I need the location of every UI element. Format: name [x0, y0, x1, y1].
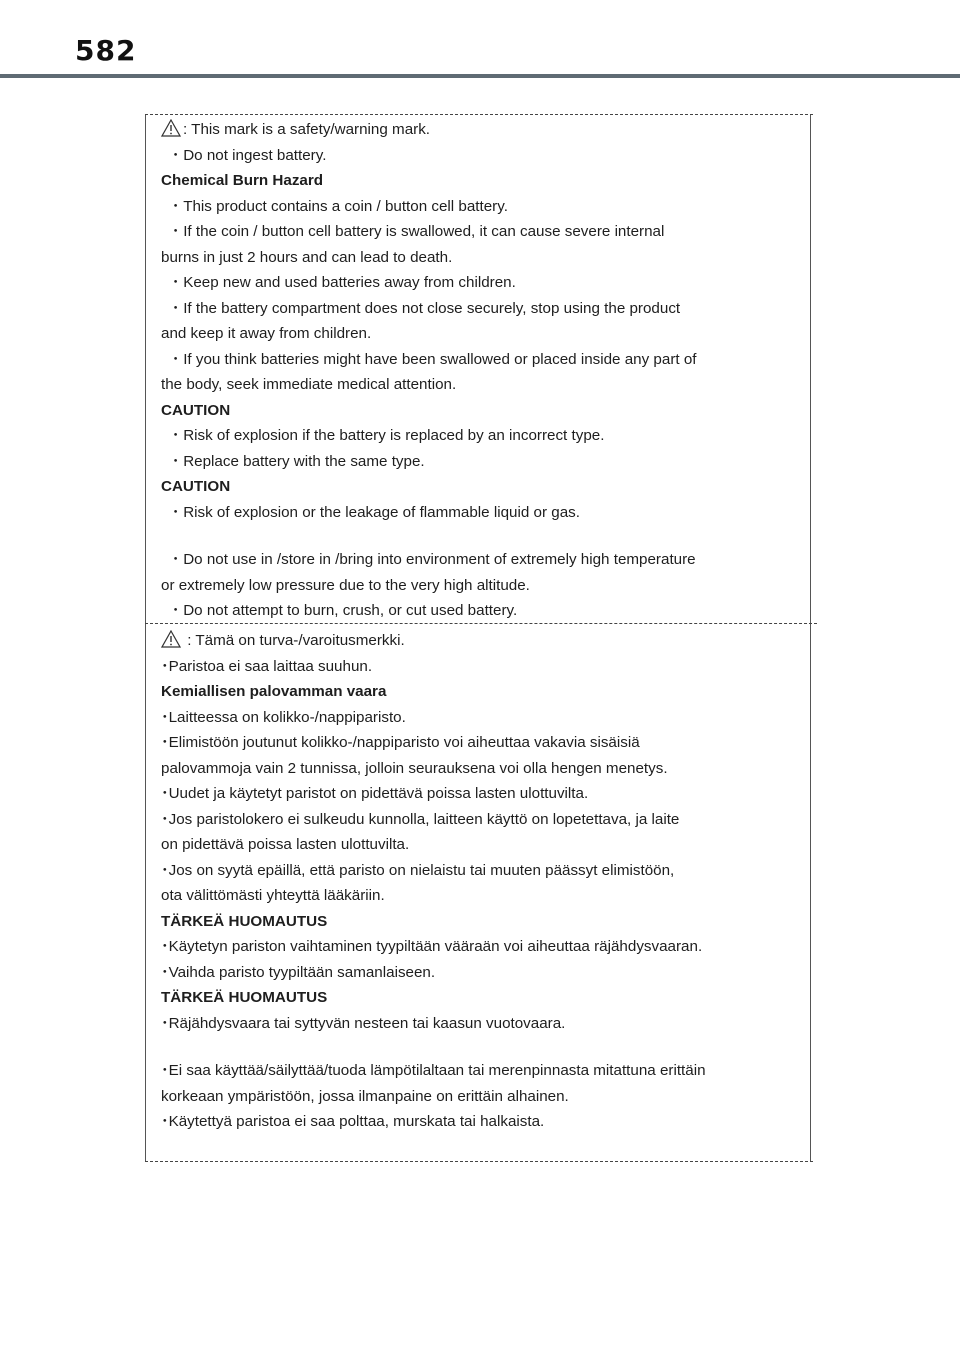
bullet-continuation: on pidettävä poissa lasten ulottuvilta. — [161, 836, 410, 853]
warning-triangle-icon — [161, 630, 183, 648]
bullet-item: ・If the battery compartment does not close securely, stop using the product — [168, 299, 681, 317]
bullet-item: ･Uudet ja käytetyt paristot on pidettävä poissa lasten ulottuvilta. — [161, 785, 589, 802]
bullet-item: ・If the coin / button cell battery is swallowed, it can cause severe internal — [168, 223, 665, 240]
english-warning-section — [161, 117, 811, 624]
spacer — [161, 1036, 811, 1058]
warning-triangle-icon — [161, 119, 183, 137]
bullet-item: ･Käytetyn pariston vaihtaminen tyypiltään vääraän voi aiheuttaa räjähdysvaaran. — [161, 938, 703, 955]
section-heading: TÄRKEÄ HUOMAUTUS — [161, 912, 328, 930]
warning-mark-text: : Tämä on turva-/varoitusmerkki. — [183, 632, 405, 649]
bullet-continuation: or extremely low pressure due to the very high altitude. — [161, 576, 530, 594]
bullet-continuation: korkeaan ympäristöön, jossa ilmanpaine on erittäin alhainen. — [161, 1087, 569, 1105]
bullet-item: ･Jos on syytä epäillä, että paristo on nielaistu tai muuten päässyt elimistöön, — [161, 861, 675, 879]
section-heading: Kemiallisen palovamman vaara — [161, 683, 387, 700]
bullet-item: ・Do not ingest battery. — [168, 146, 327, 164]
bullet-item: ・Do not use in /store in /bring into environment of extremely high temperature — [168, 551, 696, 568]
bullet-item: ・If you think batteries might have been swallowed or placed inside any part of — [168, 350, 697, 368]
box-top-border — [145, 114, 813, 115]
bullet-item: ・Do not attempt to burn, crush, or cut used battery. — [168, 602, 518, 619]
bullet-item: ･Elimistöön joutunut kolikko-/nappiparisto voi aiheuttaa vakavia sisäisiä — [161, 734, 640, 751]
bullet-item: ･Jos paristolokero ei sulkeudu kunnolla, laitteen käyttö on lopetettava, ja laite — [161, 810, 680, 828]
bullet-continuation: ota välittömästi yhteyttä lääkäriin. — [161, 887, 385, 904]
header-rule — [0, 74, 960, 78]
bullet-continuation: palovammoja vain 2 tunnissa, jolloin seurauksena voi olla hengen menetys. — [161, 759, 668, 777]
bullet-item: ・Replace battery with the same type. — [168, 452, 425, 470]
bullet-item: ・Risk of explosion or the leakage of flammable liquid or gas. — [168, 503, 580, 521]
warning-mark-text: : This mark is a safety/warning mark. — [183, 121, 431, 138]
bullet-item: ・Risk of explosion if the battery is replaced by an incorrect type. — [168, 427, 605, 444]
warning-mark-line — [161, 117, 811, 143]
bullet-item: ・This product contains a coin / button cell battery. — [168, 197, 508, 215]
section-heading: TÄRKEÄ HUOMAUTUS — [161, 989, 328, 1006]
bullet-item: ･Paristoa ei saa laittaa suuhun. — [161, 657, 373, 675]
bullet-item: ･Käytettyä paristoa ei saa polttaa, murskata tai halkaista. — [161, 1113, 545, 1130]
section-heading: CAUTION — [161, 478, 231, 495]
bullet-item: ・Keep new and used batteries away from children. — [168, 274, 516, 291]
section-heading: Chemical Burn Hazard — [161, 172, 324, 189]
bullet-item: ･Räjähdysvaara tai syttyvän nesteen tai kaasun vuotovaara. — [161, 1014, 566, 1032]
warning-mark-line — [161, 628, 811, 654]
spacer — [161, 525, 811, 547]
box-bottom-border — [145, 1161, 813, 1162]
section-heading: CAUTION — [161, 401, 231, 419]
bullet-item: ･Ei saa käyttää/säilyttää/tuoda lämpötilaltaan tai merenpinnasta mitattuna erittäin — [161, 1062, 706, 1079]
bullet-continuation: the body, seek immediate medical attention. — [161, 376, 457, 393]
bullet-continuation: and keep it away from children. — [161, 325, 372, 342]
page-number: 582 — [75, 34, 137, 67]
bullet-item: ･Vaihda paristo tyypiltään samanlaiseen. — [161, 963, 436, 981]
bullet-item: ･Laitteessa on kolikko-/nappiparisto. — [161, 708, 406, 726]
finnish-warning-section — [161, 628, 811, 1135]
bullet-continuation: burns in just 2 hours and can lead to death. — [161, 248, 453, 266]
